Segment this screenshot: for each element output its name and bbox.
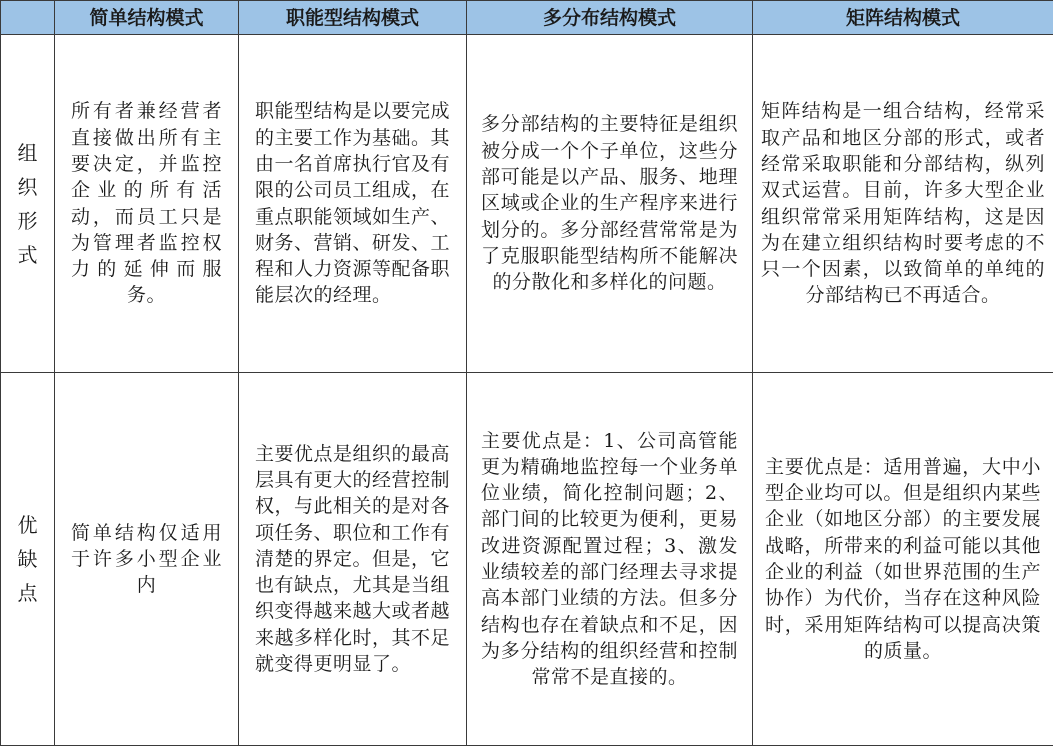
column-header-functional: 职能型结构模式: [239, 1, 467, 35]
table-cell: 职能型结构是以要完成的主要工作为基础。其由一名首席执行官及有限的公司员工组成，在重点职能领域如生产、财务、营销、研发、工程和人力资源等配备职能层次的经理。: [239, 35, 467, 373]
table-cell: 主要优点是组织的最高层具有更大的经营控制权，与此相关的是对各项任务、职位和工作有清楚的界定。但是，它也有缺点，尤其是当组织变得越来越大或者越来越多样化时，其不足就变得更明显了。: [239, 373, 467, 746]
table-cell: 所有者兼经营者直接做出所有主要决定，并监控企业的所有活动，而员工只是为管理者监控权力的延伸而服务。: [55, 35, 239, 373]
table-cell: 主要优点是：适用普遍，大中小型企业均可以。但是组织内某些企业（如地区分部）的主要发展战略，所带来的利益可能以其他企业的利益（如世界范围的生产协作）为代价，当存在这种风险时，采用矩阵结构可以提高决策的质量。: [753, 373, 1053, 746]
header-row: [1, 1, 1053, 35]
table-cell: 简单结构仅适用于许多小型企业内: [55, 373, 239, 746]
table-row: [1, 35, 1053, 373]
column-header-matrix: 矩阵结构模式: [753, 1, 1053, 35]
row-header-label: 组织形式: [17, 140, 38, 267]
table-cell: 多分部结构的主要特征是组织被分成一个个子单位，这些分部可能是以产品、服务、地理区域或企业的生产程序来进行划分的。多分部经营常常是为了克服职能型结构所不能解决的分散化和多样化的问题。: [467, 35, 753, 373]
header-corner-cell: [1, 1, 55, 35]
row-header-label: 优缺点: [17, 513, 38, 605]
table-row: [1, 373, 1053, 746]
table-cell: 矩阵结构是一组合结构，经常采取产品和地区分部的形式，或者经常采取职能和分部结构，纵列双式运营。目前，许多大型企业组织常常采用矩阵结构，这是因为在建立组织结构时要考虑的不只一个因素，以致简单的单纯的分部结构已不再适合。: [753, 35, 1053, 373]
column-header-simple: 简单结构模式: [55, 1, 239, 35]
column-header-multidivisional: 多分布结构模式: [467, 1, 753, 35]
row-header-organization-form: [1, 35, 55, 373]
row-header-pros-cons: [1, 373, 55, 746]
table-cell: 主要优点是：1、公司高管能更为精确地监控每一个业务单位业绩，简化控制问题；2、部门间的比较更为便利，更易改进资源配置过程；3、激发业绩较差的部门经理去寻求提高本部门业绩的方法。但多分结构也存在着缺点和不足，因为多分结构的组织经营和控制常常不是直接的。: [467, 373, 753, 746]
